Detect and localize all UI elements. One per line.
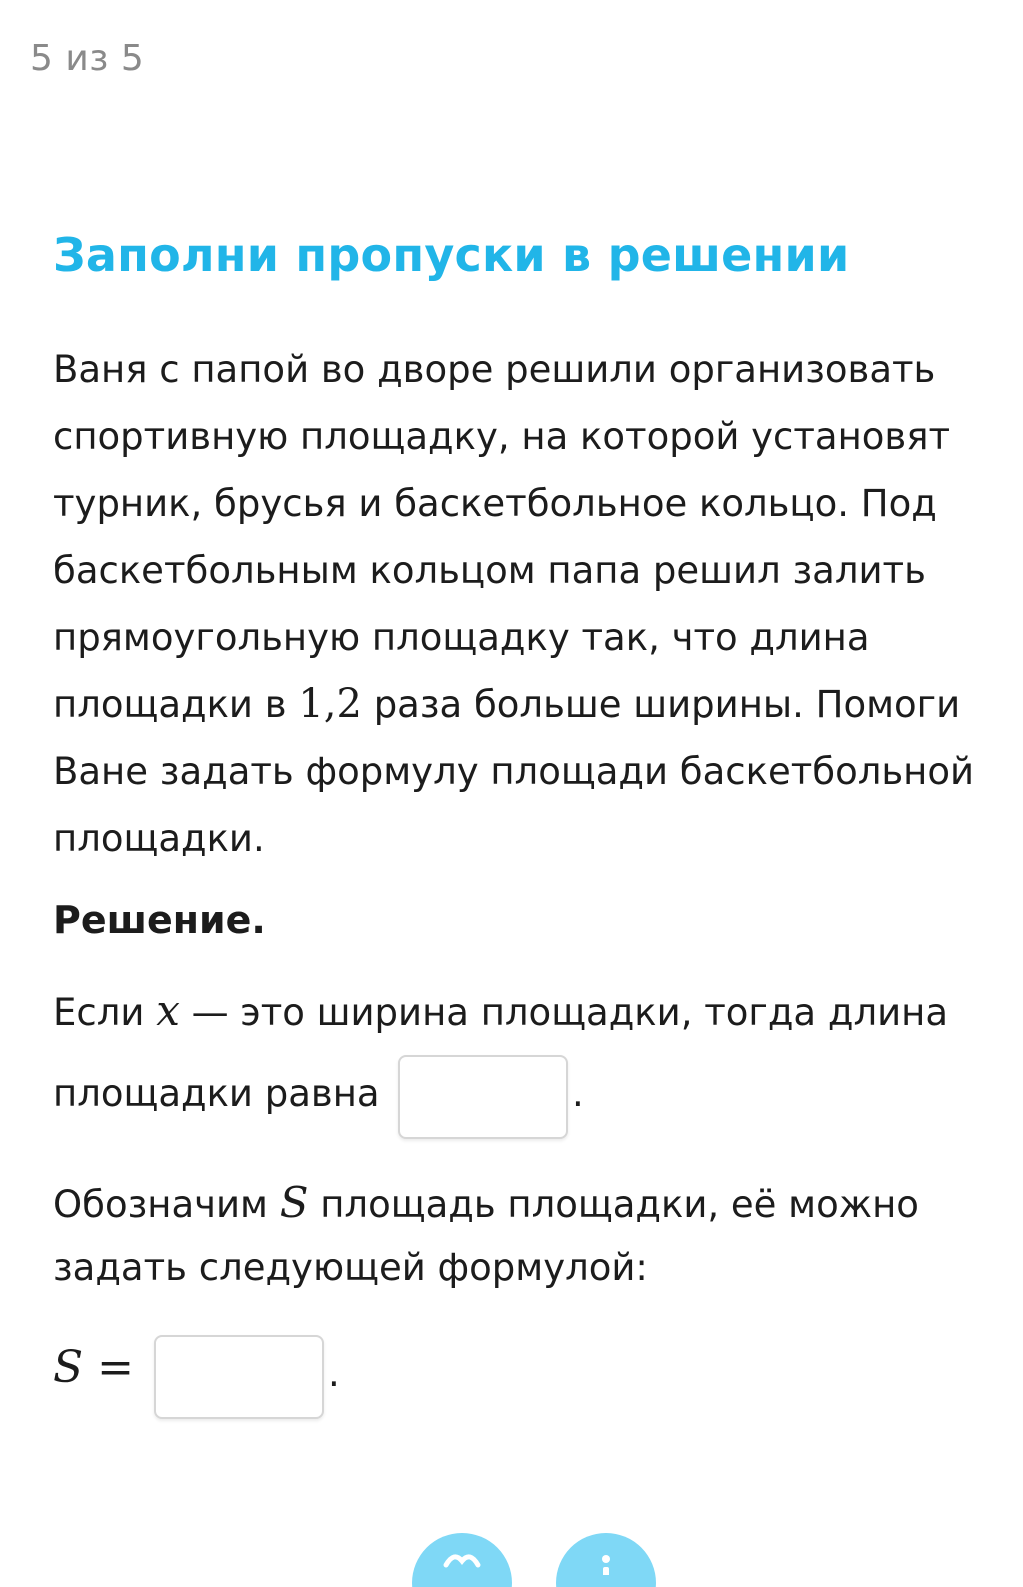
progress-counter: 5 из 5 bbox=[30, 38, 145, 79]
solution-line-1-prefix: Если bbox=[53, 991, 157, 1034]
solution-line-3-suffix: площадь площадки, её можно bbox=[308, 1183, 919, 1226]
variable-x: x bbox=[156, 986, 180, 1035]
problem-number: 1,2 bbox=[298, 681, 362, 727]
length-answer-input[interactable] bbox=[398, 1055, 568, 1139]
formula-equals: = bbox=[83, 1342, 135, 1393]
formula-variable-s: S bbox=[53, 1342, 84, 1393]
solution-line-3 bbox=[53, 1178, 919, 1227]
solution-line-4: задать следующей формулой: bbox=[53, 1246, 648, 1289]
solution-line-1-suffix: — это ширина площадки, тогда длина bbox=[179, 991, 949, 1034]
solution-line-3-prefix: Обозначим bbox=[53, 1183, 280, 1226]
problem-text-part2: раза больше ширины. Помоги Ване задать формулу площади баскетбольной площадки. bbox=[53, 683, 975, 860]
info-button[interactable] bbox=[556, 1533, 656, 1587]
solution-label: Решение. bbox=[53, 898, 266, 942]
period-2: . bbox=[328, 1352, 340, 1395]
problem-text-part1: Ваня с папой во дворе решили организовать спортивную площадку, на которой установят турник, брусья и баскетбольное кольцо. Под баскетбольным кольцом папа решил залить прямоугольную площадку так, что длина площадки в bbox=[53, 348, 951, 726]
variable-s: S bbox=[279, 1178, 309, 1227]
problem-text bbox=[53, 336, 983, 872]
task-title: Заполни пропуски в решении bbox=[53, 228, 850, 282]
area-formula-input[interactable] bbox=[154, 1335, 324, 1419]
hint-button[interactable] bbox=[412, 1533, 512, 1587]
solution-line-2: площадки равна bbox=[53, 1072, 380, 1115]
formula-lhs bbox=[53, 1342, 134, 1393]
period-1: . bbox=[572, 1072, 584, 1115]
solution-line-1 bbox=[53, 986, 948, 1035]
